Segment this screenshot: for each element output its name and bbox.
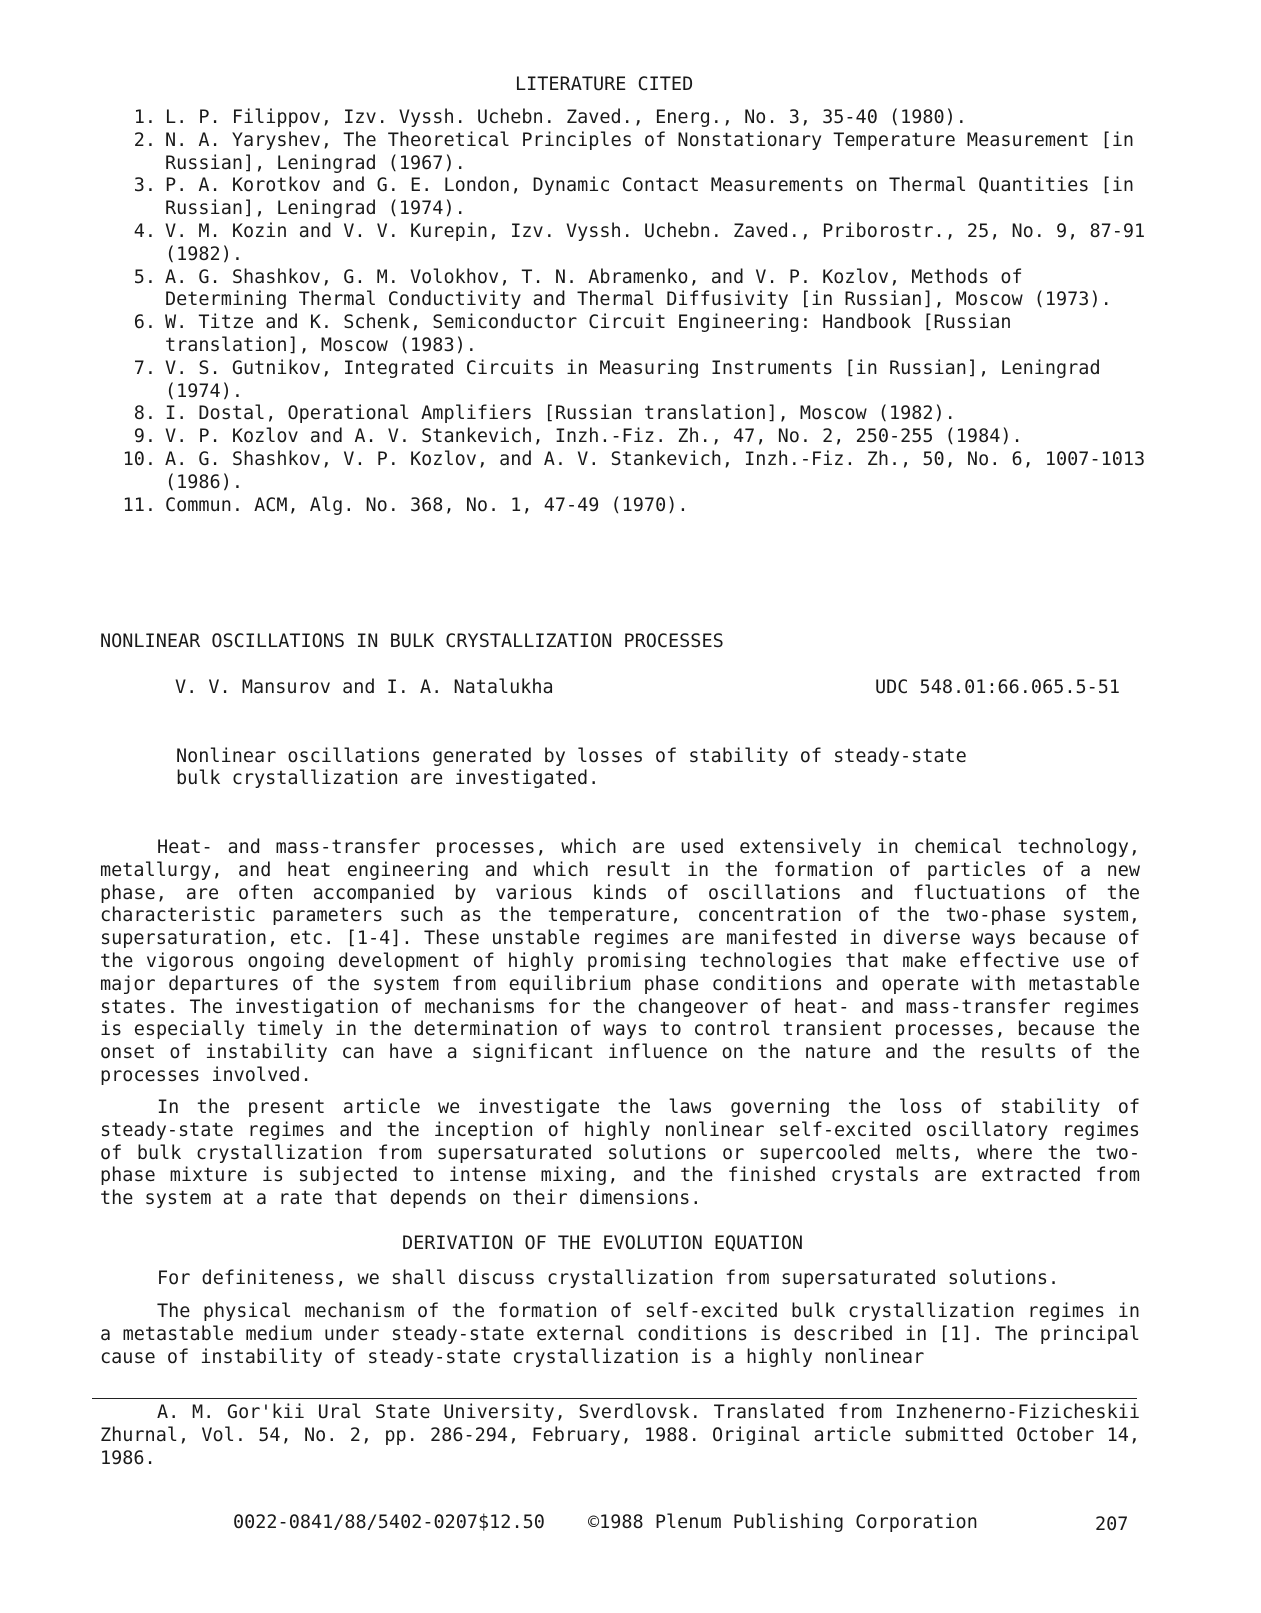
reference-item <box>104 107 1204 130</box>
reference-text: V. P. Kozlov and A. V. Stankevich, Inzh.-Fiz. Zh., 47, No. 2, 250-255 (1984). <box>165 426 1023 448</box>
reference-number: 4. <box>133 220 156 242</box>
body-paragraph-3: For definiteness, we shall discuss crystallization from supersaturated solutions. <box>157 1268 1060 1289</box>
reference-number: 3. <box>133 175 156 197</box>
reference-text: A. G. Shashkov, G. M. Volokhov, T. N. Abramenko, and V. P. Kozlov, Methods of Determining Thermal Conductivity and Thermal Diffusivity [in Russian], Moscow (1973). <box>165 266 1112 311</box>
body-paragraph-2: In the present article we investigate the laws governing the loss of stability of steady-state regimes and the inception of highly nonlinear self-excited oscillatory regimes of bulk crystallization from supersaturated solutions or supercooled melts, where the two-phase mixture is subjected to intense mixing, and the finished crystals are extracted from the system at a rate that depends on their dimensions. <box>100 1097 1140 1210</box>
reference-number: 10. <box>122 448 156 470</box>
reference-item <box>104 358 1204 404</box>
page-number: 207 <box>1095 1514 1129 1535</box>
reference-text: V. M. Kozin and V. V. Kurepin, Izv. Vyssh. Uchebn. Zaved., Priborostr., 25, No. 9, 87-91 (1982). <box>165 220 1146 265</box>
abstract-line-1: Nonlinear oscillations generated by losses of stability of steady-state <box>176 746 967 767</box>
reference-number: 8. <box>133 403 156 425</box>
body-paragraph-1: Heat- and mass-transfer processes, which are used extensively in chemical technology, metallurgy, and heat engineering and which result in the formation of particles of a new phase, are often accompanied by various kinds of oscillations and fluctuations of the characteristic parameters such as the temperature, concentration of the two-phase system, supersaturation, etc. [1-4]. These unstable regimes are manifested in diverse ways because of the vigorous ongoing development of highly promising technologies that make effective use of major departures of the system from equilibrium phase conditions and operate with metastable states. The investigation of mechanisms for the changeover of heat- and mass-transfer regimes is especially timely in the determination of ways to control transient processes, because the onset of instability can have a significant influence on the nature and the results of the processes involved. <box>100 837 1140 1086</box>
reference-number: 5. <box>133 266 156 288</box>
reference-number: 9. <box>133 426 156 448</box>
reference-number: 7. <box>133 357 156 379</box>
reference-item <box>104 449 1204 495</box>
reference-item <box>104 403 1204 426</box>
reference-text: N. A. Yaryshev, The Theoretical Principles of Nonstationary Temperature Measurement [in Russian], Leningrad (1967). <box>165 129 1135 174</box>
reference-item <box>104 495 1204 518</box>
section-heading: DERIVATION OF THE EVOLUTION EQUATION <box>402 1233 803 1254</box>
reference-item <box>104 130 1204 176</box>
literature-heading: LITERATURE CITED <box>515 74 694 95</box>
reference-text: P. A. Korotkov and G. E. London, Dynamic Contact Measurements on Thermal Quantities [in Russian], Leningrad (1974). <box>165 175 1135 220</box>
reference-text: L. P. Filippov, Izv. Vyssh. Uchebn. Zaved., Energ., No. 3, 35-40 (1980). <box>165 107 967 128</box>
footer-code: 0022-0841/88/5402-0207$12.50 <box>233 1512 545 1533</box>
reference-text: V. S. Gutnikov, Integrated Circuits in Measuring Instruments [in Russian], Leningrad (1974). <box>165 357 1101 402</box>
abstract-line-2: bulk crystallization are investigated. <box>176 768 600 789</box>
reference-item <box>104 175 1204 221</box>
reference-number: 2. <box>133 129 156 151</box>
reference-item <box>104 221 1204 267</box>
footer-copyright: ©1988 Plenum Publishing Corporation <box>588 1512 978 1533</box>
reference-item <box>104 426 1204 449</box>
reference-number: 11. <box>122 494 156 516</box>
article-udc: UDC 548.01:66.065.5-51 <box>875 677 1121 698</box>
reference-item <box>104 267 1204 313</box>
reference-number: 1. <box>133 107 156 128</box>
reference-item <box>104 312 1204 358</box>
footnote: A. M. Gor'kii Ural State University, Sverdlovsk. Translated from Inzhenerno-Fizicheskii Zhurnal, Vol. 54, No. 2, pp. 286-294, February, 1988. Original article submitted October 14, 1986. <box>100 1402 1140 1469</box>
reference-text: Commun. ACM, Alg. No. 368, No. 1, 47-49 (1970). <box>165 494 689 516</box>
article-authors: V. V. Mansurov and I. A. Natalukha <box>175 677 554 698</box>
reference-text: I. Dostal, Operational Amplifiers [Russian translation], Moscow (1982). <box>165 403 956 425</box>
body-paragraph-4: The physical mechanism of the formation of self-excited bulk crystallization regimes in a metastable medium under steady-state external conditions is described in [1]. The principal cause of instability of steady-state crystallization is a highly nonlinear <box>100 1301 1140 1368</box>
footnote-rule <box>92 1398 1137 1399</box>
reference-number: 6. <box>133 312 156 334</box>
reference-list <box>104 107 1204 517</box>
article-title: NONLINEAR OSCILLATIONS IN BULK CRYSTALLIZATION PROCESSES <box>100 631 724 652</box>
reference-text: W. Titze and K. Schenk, Semiconductor Circuit Engineering: Handbook [Russian translation], Moscow (1983). <box>165 312 1012 356</box>
reference-text: A. G. Shashkov, V. P. Kozlov, and A. V. Stankevich, Inzh.-Fiz. Zh., 50, No. 6, 1007-1013 (1986). <box>165 448 1146 493</box>
